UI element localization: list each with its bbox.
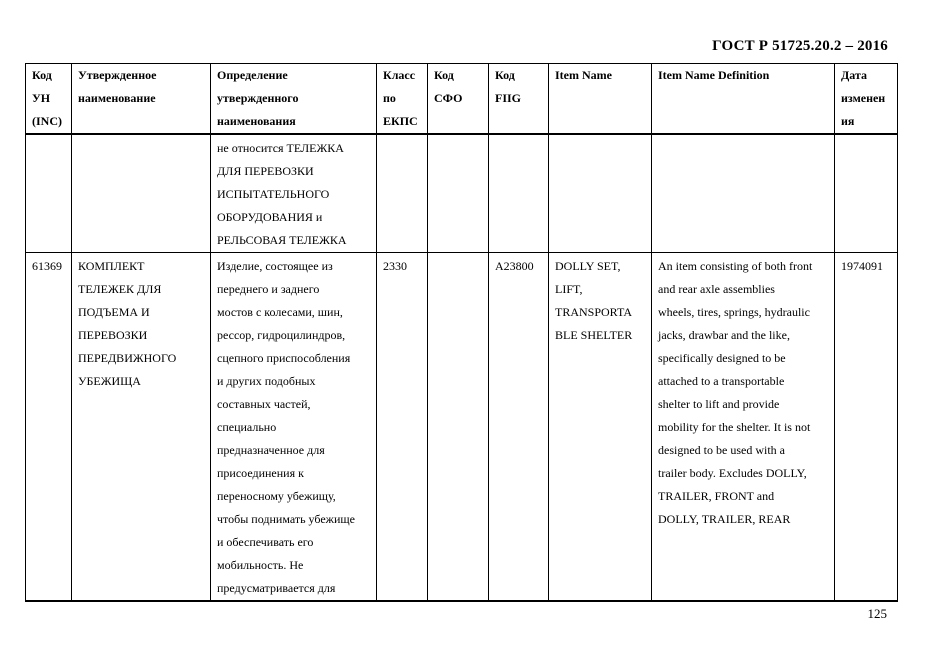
- text-line: attached to a transportable: [658, 374, 785, 388]
- text-line: рессор, гидроцилиндров,: [217, 328, 346, 342]
- text-line: TRAILER, FRONT and: [658, 489, 775, 503]
- text-line: изменен: [841, 91, 886, 105]
- text-line: переднего и заднего: [217, 282, 320, 296]
- text-line: Класс: [383, 68, 416, 82]
- text-line: РЕЛЬСОВАЯ ТЕЛЕЖКА: [217, 233, 347, 247]
- header-fiig-code: [489, 64, 549, 135]
- text-line: переносному убежищу,: [217, 489, 336, 503]
- text-line: BLE SHELTER: [555, 328, 633, 342]
- cell-item-name-definition: [652, 253, 835, 602]
- text-line: сцепного приспособления: [217, 351, 351, 365]
- text-line: ПЕРЕВОЗКИ: [78, 328, 148, 342]
- text-line: shelter to lift and provide: [658, 397, 780, 411]
- text-line: мостов с колесами, шин,: [217, 305, 343, 319]
- text-line: по: [383, 91, 396, 105]
- text-line: and rear axle assemblies: [658, 282, 775, 296]
- text-line: trailer body. Excludes DOLLY,: [658, 466, 807, 480]
- cell-sfo: [428, 134, 489, 253]
- cell-item-name: [549, 253, 652, 602]
- text-line: УН: [32, 91, 51, 105]
- text-line: An item consisting of both front: [658, 259, 813, 273]
- header-item-name-definition: [652, 64, 835, 135]
- cell-change-date: [835, 134, 898, 253]
- text-line: ПЕРЕДВИЖНОГО: [78, 351, 177, 365]
- text-line: чтобы поднимать убежище: [217, 512, 355, 526]
- header-sfo-code: [428, 64, 489, 135]
- table-header-row: [26, 64, 898, 135]
- text-line: DOLLY, TRAILER, REAR: [658, 512, 791, 526]
- cell-change-date: 1974091: [835, 253, 898, 602]
- cell-item-name: [549, 134, 652, 253]
- text-line: мобильность. Не: [217, 558, 304, 572]
- text-line: Дата: [841, 68, 867, 82]
- text-line: предназначенное для: [217, 443, 325, 457]
- text-line: предусматривается для: [217, 581, 336, 595]
- text-line: specifically designed to be: [658, 351, 786, 365]
- cell-definition: [211, 253, 377, 602]
- cell-item-name-definition: [652, 134, 835, 253]
- text-line: СФО: [434, 91, 463, 105]
- text-line: ИСПЫТАТЕЛЬНОГО: [217, 187, 330, 201]
- text-line: наименование: [78, 91, 156, 105]
- text-line: Код: [434, 68, 454, 82]
- header-definition: [211, 64, 377, 135]
- text-line: и других подобных: [217, 374, 316, 388]
- header-item-name: [549, 64, 652, 135]
- text-line: Определение: [217, 68, 288, 82]
- text-line: TRANSPORTA: [555, 305, 632, 319]
- text-line: ПОДЪЕМА И: [78, 305, 150, 319]
- table-row-continued: [26, 134, 898, 253]
- text-line: Утвержденное: [78, 68, 157, 82]
- cell-class: 2330: [377, 253, 428, 602]
- text-line: (INC): [32, 114, 62, 128]
- cell-class: [377, 134, 428, 253]
- cell-fiig: [489, 134, 549, 253]
- text-line: и обеспечивать его: [217, 535, 314, 549]
- text-line: ДЛЯ ПЕРЕВОЗКИ: [217, 164, 314, 178]
- text-line: Item Name Definition: [658, 68, 770, 82]
- cell-approved-name: [72, 253, 211, 602]
- text-line: ия: [841, 114, 855, 128]
- cell-definition: [211, 134, 377, 253]
- table-row: [26, 253, 898, 602]
- text-line: wheels, tires, springs, hydraulic: [658, 305, 810, 319]
- text-line: Код: [495, 68, 515, 82]
- page-number: 125: [867, 606, 887, 621]
- header-inc-code: [26, 64, 72, 135]
- text-line: LIFT,: [555, 282, 583, 296]
- text-line: Item Name: [555, 68, 612, 82]
- text-line: DOLLY SET,: [555, 259, 621, 273]
- text-line: FIIG: [495, 91, 522, 105]
- text-line: ЕКПС: [383, 114, 418, 128]
- cell-approved-name: [72, 134, 211, 253]
- text-line: специально: [217, 420, 277, 434]
- text-line: ТЕЛЕЖЕК ДЛЯ: [78, 282, 162, 296]
- header-class-ekps: [377, 64, 428, 135]
- cell-fiig: A23800: [489, 253, 549, 602]
- text-line: составных частей,: [217, 397, 311, 411]
- text-line: не относится ТЕЛЕЖКА: [217, 141, 344, 155]
- text-line: КОМПЛЕКТ: [78, 259, 145, 273]
- text-line: УБЕЖИЩА: [78, 374, 141, 388]
- cell-sfo: [428, 253, 489, 602]
- header-approved-name: [72, 64, 211, 135]
- text-line: designed to be used with a: [658, 443, 785, 457]
- text-line: присоединения к: [217, 466, 304, 480]
- document-standard-title: ГОСТ Р 51725.20.2 – 2016: [712, 38, 888, 54]
- cell-inc: [26, 134, 72, 253]
- text-line: Изделие, состоящее из: [217, 259, 333, 273]
- catalog-table: [25, 63, 898, 602]
- text-line: jacks, drawbar and the like,: [658, 328, 790, 342]
- text-line: наименования: [217, 114, 296, 128]
- text-line: ОБОРУДОВАНИЯ и: [217, 210, 323, 224]
- text-line: Код: [32, 68, 52, 82]
- text-line: mobility for the shelter. It is not: [658, 420, 811, 434]
- cell-inc: 61369: [26, 253, 72, 602]
- header-change-date: [835, 64, 898, 135]
- text-line: утвержденного: [217, 91, 299, 105]
